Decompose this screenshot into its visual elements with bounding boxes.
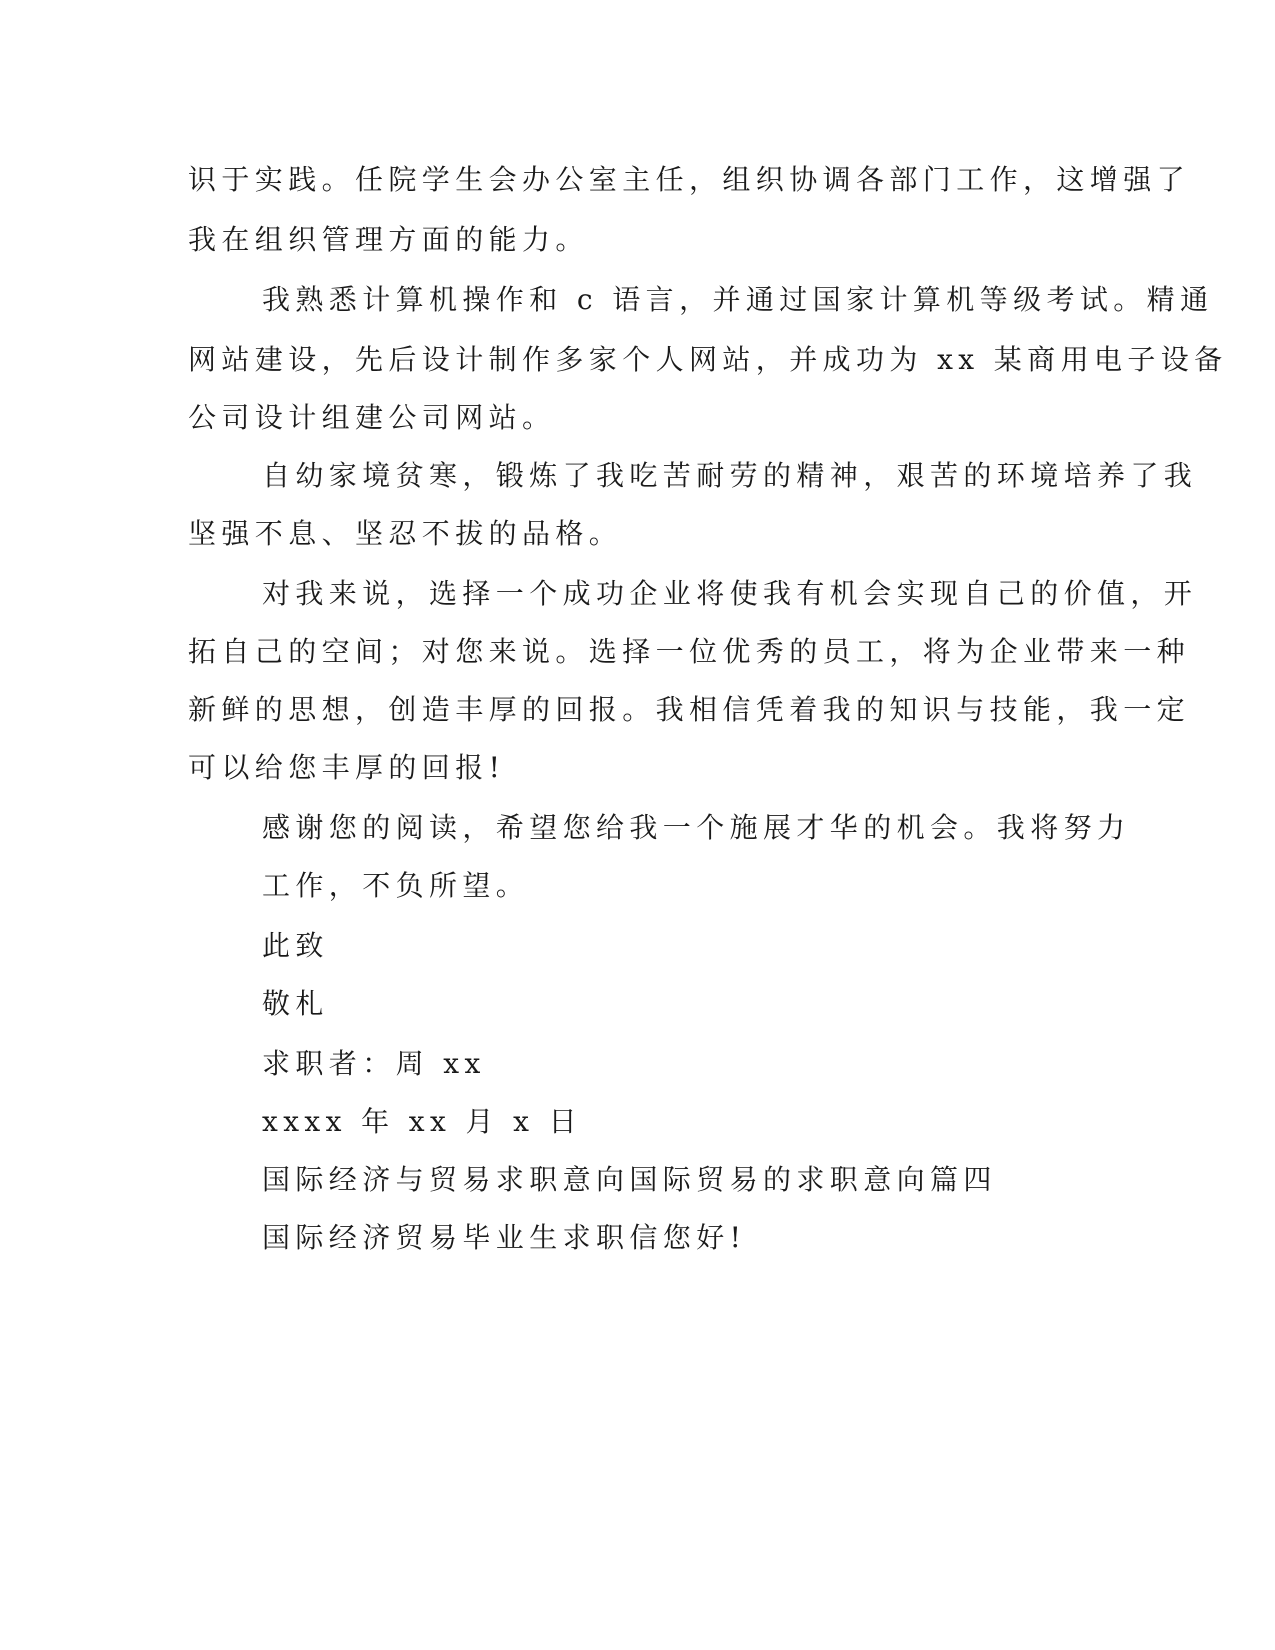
greeting-line: 国际经济贸易毕业生求职信您好! <box>262 1221 747 1254</box>
body-text-line: 坚强不息、坚忍不拔的品格。 <box>188 517 623 550</box>
paragraph-start-line: 我熟悉计算机操作和 c 语言，并通过国家计算机等级考试。精通 <box>262 283 1214 316</box>
body-text-line: 拓自己的空间；对您来说。选择一位优秀的员工，将为企业带来一种 <box>188 635 1191 668</box>
closing-text-line: 工作，不负所望。 <box>262 869 530 902</box>
salutation-line: 敬札 <box>262 987 329 1020</box>
paragraph-start-line: 自幼家境贫寒，锻炼了我吃苦耐劳的精神，艰苦的环境培养了我 <box>262 459 1198 492</box>
body-text-line: 公司设计组建公司网站。 <box>188 401 556 434</box>
salutation-line: 此致 <box>262 929 329 962</box>
body-text-line: 识于实践。任院学生会办公室主任，组织协调各部门工作，这增强了 <box>188 163 1191 196</box>
body-text-line: 我在组织管理方面的能力。 <box>188 223 589 256</box>
body-text-line: 网站建设，先后设计制作多家个人网站，并成功为 xx 某商用电子设备 <box>188 343 1228 376</box>
body-text-line: 新鲜的思想，创造丰厚的回报。我相信凭着我的知识与技能，我一定 <box>188 693 1191 726</box>
closing-text-line: 感谢您的阅读，希望您给我一个施展才华的机会。我将努力 <box>262 811 1131 844</box>
paragraph-start-line: 对我来说，选择一个成功企业将使我有机会实现自己的价值，开 <box>262 577 1198 610</box>
signature-line: 求职者：周 xx <box>262 1047 486 1080</box>
section-heading: 国际经济与贸易求职意向国际贸易的求职意向篇四 <box>262 1163 997 1196</box>
body-text-line: 可以给您丰厚的回报! <box>188 751 506 784</box>
date-line: xxxx 年 xx 月 x 日 <box>262 1105 583 1138</box>
